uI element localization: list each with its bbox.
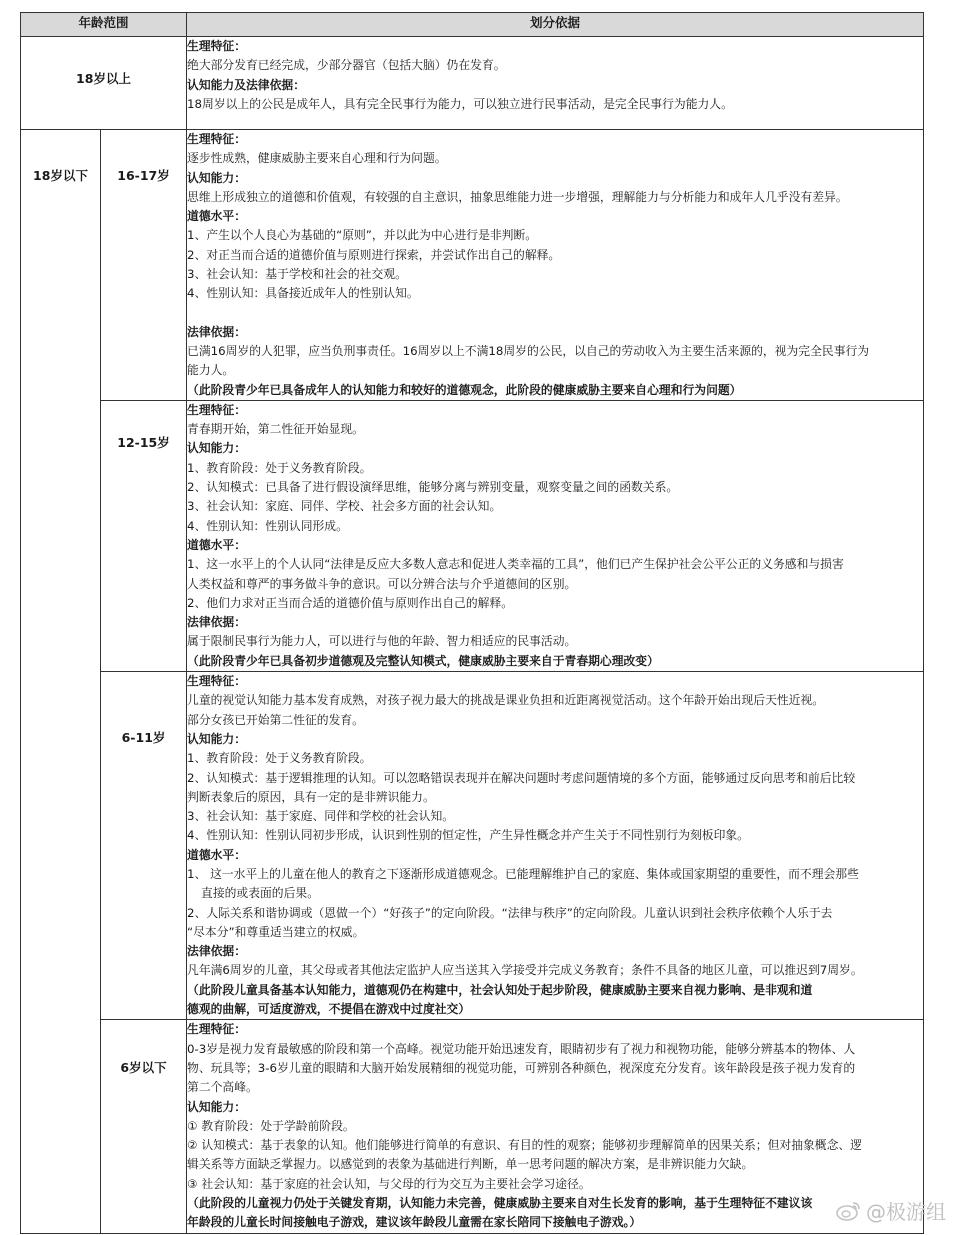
watermark-text: @极游组 [866, 1200, 946, 1224]
text-line: 部分女孩已开始第二性征的发育。 [187, 712, 364, 727]
age-label-12-15: 12-15岁 [117, 434, 170, 450]
heading: 道德水平： [187, 537, 247, 552]
row-6-below [21, 1020, 924, 1233]
age-label-18-above: 18岁以上 [76, 71, 131, 86]
heading: 道德水平： [187, 209, 247, 224]
heading: 生理特征： [187, 674, 247, 689]
text-line: 青春期开始，第二性征开始显现。 [187, 422, 364, 437]
text-line: 物、玩具等；3-6岁儿童的眼睛和大脑开始发展精细的视觉功能，可辨别各种颜色，视深度充分发育。该年龄段是孩子视力发育的 [187, 1060, 856, 1075]
text-line: 1、教育阶段：处于义务教育阶段。 [187, 460, 372, 475]
text-line: 2、他们力求对正当而合适的道德价值与原则作出自己的解释。 [187, 595, 514, 610]
text-line: 人类权益和尊严的事务做斗争的意识。可以分辨合法与介乎道德间的区别。 [187, 576, 577, 591]
text-line: 2、人际关系和谐协调或（恩做一个）“好孩子”的定向阶段。“法律与秩序”的定向阶段。儿童认识到社会秩序依赖个人乐于去 [187, 905, 833, 920]
heading: 认知能力及法律依据： [187, 77, 305, 92]
text-line: 属于限制民事行为能力人，可以进行与他的年龄、智力相适应的民事活动。 [187, 634, 577, 649]
age-label-16-17: 16-17岁 [117, 168, 170, 183]
text-line: 2、对正当而合适的道德价值与原则进行探索，并尝试作出自己的解释。 [187, 247, 561, 262]
text-line: 绝大部分发育已经完成，少部分器官（包括大脑）仍在发育。 [187, 58, 506, 73]
summary-note: （此阶段儿童具备基本认知能力，道德观仍在构建中，社会认知处于起步阶段，健康威胁主要来自视力影响、是非观和道 [187, 982, 813, 997]
text-line: 直接的或表面的后果。 [201, 886, 319, 901]
text-line: “尽本分”和尊重适当建立的权威。 [187, 924, 365, 939]
row-12-15 [21, 400, 924, 671]
heading: 法律依据： [187, 944, 247, 959]
watermark [836, 1196, 946, 1227]
heading: 认知能力： [187, 1099, 247, 1114]
heading: 法律依据： [187, 324, 247, 339]
heading: 认知能力： [187, 441, 247, 456]
age-criteria-table [20, 12, 924, 1234]
text-line: ① 教育阶段：处于学龄前阶段。 [187, 1118, 355, 1133]
content-6-11 [187, 672, 924, 1020]
text-line: ② 认知模式：基于表象的认知。他们能够进行简单的有意识、有目的性的观察；能够初步理解简单的因果关系；但对抽象概念、逻 [187, 1138, 862, 1153]
text-line: 1、 这一水平上的儿童在他人的教育之下逐渐形成道德观念。已能理解维护自己的家庭、集体或国家期望的重要性，而不理会那些 [187, 866, 859, 881]
row-18-above [21, 37, 924, 130]
heading: 生理特征： [187, 1022, 247, 1037]
row-16-17 [21, 130, 924, 401]
text-line: 辑关系等方面缺乏掌握力。以感觉到的表象为基础进行判断，单一思考问题的解决方案，是非辨识能力欠缺。 [187, 1157, 754, 1172]
text-line: 已满16周岁的人犯罪，应当负刑事责任。16周岁以上不满18周岁的公民，以自己的劳动收入为主要生活来源的，视为完全民事行为 [187, 343, 870, 358]
text-line: 4、性别认知：具备接近成年人的性别认知。 [187, 286, 419, 301]
text-line: 1、这一水平上的个人认同“法律是反应大多数人意志和促进人类幸福的工具”，他们已产生保护社会公平公正的义务感和与损害 [187, 557, 844, 572]
row-6-11 [21, 672, 924, 1020]
text-line: 4、性别认知：性别认同形成。 [187, 518, 348, 533]
summary-note: 德观的曲解，可适度游戏，不提倡在游戏中过度社交） [187, 1002, 471, 1017]
summary-note: （此阶段青少年已具备初步道德观及完整认知模式，健康威胁主要来自于青春期心理改变） [187, 653, 659, 668]
text-line: 逐步性成熟，健康威胁主要来自心理和行为问题。 [187, 151, 447, 166]
content-16-17 [187, 130, 924, 401]
weibo-logo-icon [836, 1200, 862, 1227]
age-label-6-below: 6岁以下 [120, 1060, 167, 1076]
text-line: 儿童的视觉认知能力基本发育成熟，对孩子视力最大的挑战是课业负担和近距离视觉活动。这个年龄开始出现后天性近视。 [187, 693, 825, 708]
age-label-6-11: 6-11岁 [121, 730, 166, 746]
text-line: 2、认知模式：已具备了进行假设演绎思维，能够分离与辨别变量，观察变量之间的函数关系。 [187, 480, 679, 495]
text-line: 3、社会认知：家庭、同伴、学校、社会多方面的社会认知。 [187, 499, 502, 514]
text-line: 3、社会认知：基于家庭、同伴和学校的社会认知。 [187, 809, 455, 824]
text-line: 能力人。 [187, 363, 235, 378]
text-line: ③ 社会认知：基于家庭的社会认知，与父母的行为交互为主要社会学习途径。 [187, 1176, 591, 1191]
content-18-above [187, 37, 924, 130]
heading: 认知能力： [187, 731, 247, 746]
heading: 认知能力： [187, 170, 247, 185]
header-basis: 划分依据 [187, 13, 924, 37]
heading: 法律依据： [187, 615, 247, 630]
heading: 生理特征： [187, 132, 247, 146]
text-line: 3、社会认知：基于学校和社会的社交观。 [187, 267, 407, 282]
text-line: 判断表象后的原因，具有一定的是非辨识能力。 [187, 789, 435, 804]
text-line: 4、性别认知：性别认同初步形成，认识到性别的恒定性，产生异性概念并产生关于不同性别行为刻板印象。 [187, 828, 749, 843]
content-6-below [187, 1020, 924, 1233]
text-line: 1、产生以个人良心为基础的“原则”，并以此为中心进行是非判断。 [187, 228, 538, 243]
heading: 生理特征： [187, 39, 247, 53]
text-line: 凡年满6周岁的儿童，其父母或者其他法定监护人应当送其入学接受并完成义务教育；条件不具备的地区儿童，可以推迟到7周岁。 [187, 963, 863, 978]
summary-note: （此阶段青少年已具备成年人的认知能力和较好的道德观念，此阶段的健康威胁主要来自心理和行为问题） [187, 382, 742, 397]
header-age-range: 年龄范围 [21, 13, 187, 37]
text-line: 第二个高峰。 [187, 1080, 258, 1095]
text-line: 2、认知模式：基于逻辑推理的认知。可以忽略错误表现并在解决问题时考虑问题情境的多个方面，能够通过反向思考和前后比较 [187, 770, 856, 785]
heading: 道德水平： [187, 847, 247, 862]
text-line: 1、教育阶段：处于义务教育阶段。 [187, 751, 372, 766]
summary-note: （此阶段的儿童视力仍处于关键发育期，认知能力未完善，健康威胁主要来自对生长发育的影响，基于生理特征不建议该 [187, 1196, 813, 1211]
summary-note: 年龄段的儿童长时间接触电子游戏，建议该年龄段儿童需在家长陪同下接触电子游戏。） [187, 1215, 642, 1230]
heading: 生理特征： [187, 402, 247, 417]
text-line: 思维上形成独立的道德和价值观，有较强的自主意识，抽象思维能力进一步增强，理解能力与分析能力和成年人几乎没有差异。 [187, 189, 848, 204]
content-12-15 [187, 400, 924, 671]
age-label-under-18: 18岁以下 [33, 168, 88, 183]
spacer [187, 304, 923, 323]
text-line: 0-3岁是视力发育最敏感的阶段和第一个高峰。视觉功能开始迅速发育，眼睛初步有了视力和视物功能，能够分辨基本的物体、人 [187, 1041, 856, 1056]
text-line: 18周岁以上的公民是成年人，具有完全民事行为能力，可以独立进行民事活动，是完全民事行为能力人。 [187, 96, 733, 111]
age-label-under-18-cell [21, 130, 101, 1234]
